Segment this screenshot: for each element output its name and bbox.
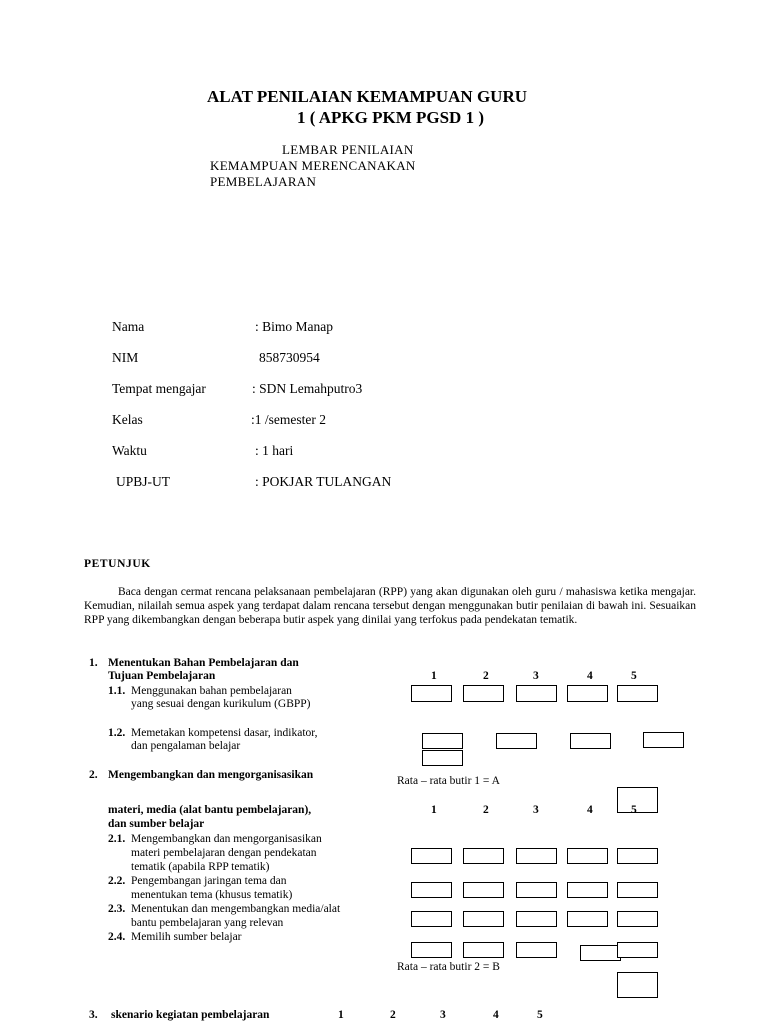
item-1-2-number: 1.2. — [108, 727, 126, 739]
identity-label-waktu: Waktu — [112, 443, 147, 458]
instructions-heading: PETUNJUK — [84, 558, 151, 570]
score-box-2-4-2[interactable] — [463, 942, 504, 958]
scale-2-section3: 2 — [390, 1009, 396, 1021]
score-box-2-4-1[interactable] — [411, 942, 452, 958]
scale-1-section1: 1 — [431, 670, 437, 682]
item-1-2-line2: dan pengalaman belajar — [131, 740, 241, 752]
score-box-2-4-4[interactable] — [580, 945, 621, 961]
scale-3-section3: 3 — [440, 1009, 446, 1021]
score-box-1-1-1[interactable] — [411, 685, 452, 702]
identity-label-kelas: Kelas — [112, 412, 143, 427]
score-box-1-2-2[interactable] — [496, 733, 537, 749]
section2-average: Rata – rata butir 2 = B — [397, 961, 500, 973]
item-2-2-line1: Pengembangan jaringan tema dan — [131, 875, 287, 887]
average-box-a[interactable] — [617, 787, 658, 813]
item-1-2-line1: Memetakan kompetensi dasar, indikator, — [131, 727, 318, 739]
item-2-4-number: 2.4. — [108, 931, 126, 943]
item-2-4-line1: Memilih sumber belajar — [131, 931, 242, 943]
score-box-2-3-4[interactable] — [567, 911, 608, 927]
score-box-1-2-1[interactable] — [422, 733, 463, 749]
item-2-3-number: 2.3. — [108, 903, 126, 915]
item-2-3-line2: bantu pembelajaran yang relevan — [131, 917, 284, 929]
item-2-2-line2: menentukan tema (khusus tematik) — [131, 889, 293, 901]
subtitle-line1: LEMBAR PENILAIAN — [282, 142, 414, 157]
instructions-text: Baca dengan cermat rencana pelaksanaan pembelajaran (RPP) yang akan digunakan oleh guru / mahasiswa ketika mengajar. Kemudian, nilailah semua aspek yang terdapat dalam rencana tersebut dengan menggunakan butir penilaian di bawah ini. Sesuaikan RPP yang dikembangkan dengan beberapa butir aspek yang dinilai yang terfokus pada pendekatan tematik. — [84, 586, 696, 626]
scale-3-section2: 3 — [533, 804, 539, 816]
score-box-2-2-1[interactable] — [411, 882, 452, 898]
scale-4-section3: 4 — [493, 1009, 499, 1021]
score-box-2-1-2[interactable] — [463, 848, 504, 864]
item-2-1-line2: materi pembelajaran dengan pendekatan — [131, 847, 317, 859]
section3-title: skenario kegiatan pembelajaran — [111, 1009, 270, 1021]
score-box-1-2-1b[interactable] — [422, 750, 463, 766]
scale-3-section1: 3 — [533, 670, 539, 682]
score-box-1-2-3[interactable] — [570, 733, 611, 749]
scale-5-section2: 5 — [631, 804, 637, 816]
score-box-1-2-4[interactable] — [643, 732, 684, 748]
item-2-1-line1: Mengembangkan dan mengorganisasikan — [131, 833, 322, 845]
score-box-1-1-5[interactable] — [617, 685, 658, 702]
score-box-1-1-2[interactable] — [463, 685, 504, 702]
score-box-2-1-4[interactable] — [567, 848, 608, 864]
score-box-2-2-3[interactable] — [516, 882, 557, 898]
identity-value-upbj: : POKJAR TULANGAN — [255, 474, 392, 489]
identity-label-nama: Nama — [112, 319, 145, 334]
item-2-1-line3: tematik (apabila RPP tematik) — [131, 861, 270, 873]
scale-1-section2: 1 — [431, 804, 437, 816]
section3-number: 3. — [89, 1009, 98, 1021]
score-box-2-4-5[interactable] — [617, 942, 658, 958]
item-1-1-number: 1.1. — [108, 685, 126, 697]
scale-1-section3: 1 — [338, 1009, 344, 1021]
section1-average: Rata – rata butir 1 = A — [397, 775, 500, 787]
identity-value-kelas: :1 /semester 2 — [251, 412, 326, 427]
identity-value-waktu: : 1 hari — [255, 443, 294, 458]
section2-title-line1: Mengembangkan dan mengorganisasikan — [108, 769, 314, 781]
scale-2-section1: 2 — [483, 670, 489, 682]
identity-label-nim: NIM — [112, 350, 139, 365]
section2-title-line3: dan sumber belajar — [108, 818, 205, 830]
scale-5-section3: 5 — [537, 1009, 543, 1021]
score-box-2-1-5[interactable] — [617, 848, 658, 864]
score-box-2-3-2[interactable] — [463, 911, 504, 927]
score-box-2-3-3[interactable] — [516, 911, 557, 927]
identity-label-tempat: Tempat mengajar — [112, 381, 206, 396]
item-2-1-number: 2.1. — [108, 833, 126, 845]
subtitle-line2: KEMAMPUAN MERENCANAKAN — [210, 158, 416, 173]
identity-value-nim: 858730954 — [259, 350, 320, 365]
score-box-2-3-5[interactable] — [617, 911, 658, 927]
identity-value-tempat: : SDN Lemahputro3 — [252, 381, 363, 396]
score-box-2-4-3[interactable] — [516, 942, 557, 958]
scale-4-section2: 4 — [587, 804, 593, 816]
section2-title-line2: materi, media (alat bantu pembelajaran), — [108, 804, 312, 816]
item-1-1-line1: Menggunakan bahan pembelajaran — [131, 685, 292, 697]
score-box-2-2-2[interactable] — [463, 882, 504, 898]
average-box-b[interactable] — [617, 972, 658, 998]
score-box-1-1-4[interactable] — [567, 685, 608, 702]
scale-4-section1: 4 — [587, 670, 593, 682]
section1-title-line1: Menentukan Bahan Pembelajaran dan — [108, 657, 299, 669]
section1-title-line2: Tujuan Pembelajaran — [108, 670, 216, 682]
scale-5-section1: 5 — [631, 670, 637, 682]
identity-value-nama: : Bimo Manap — [255, 319, 333, 334]
section1-number: 1. — [89, 657, 98, 669]
document-title-line2: 1 ( APKG PKM PGSD 1 ) — [297, 108, 484, 127]
score-box-2-3-1[interactable] — [411, 911, 452, 927]
identity-label-upbj: UPBJ-UT — [116, 474, 171, 489]
section2-number: 2. — [89, 769, 98, 781]
score-box-2-2-4[interactable] — [567, 882, 608, 898]
subtitle-line3: PEMBELAJARAN — [210, 174, 317, 189]
scale-2-section2: 2 — [483, 804, 489, 816]
document-title-line1: ALAT PENILAIAN KEMAMPUAN GURU — [207, 87, 528, 106]
score-box-2-1-3[interactable] — [516, 848, 557, 864]
score-box-2-1-1[interactable] — [411, 848, 452, 864]
item-2-2-number: 2.2. — [108, 875, 126, 887]
score-box-2-2-5[interactable] — [617, 882, 658, 898]
item-1-1-line2: yang sesuai dengan kurikulum (GBPP) — [131, 698, 311, 710]
score-box-1-1-3[interactable] — [516, 685, 557, 702]
item-2-3-line1: Menentukan dan mengembangkan media/alat — [131, 903, 341, 915]
